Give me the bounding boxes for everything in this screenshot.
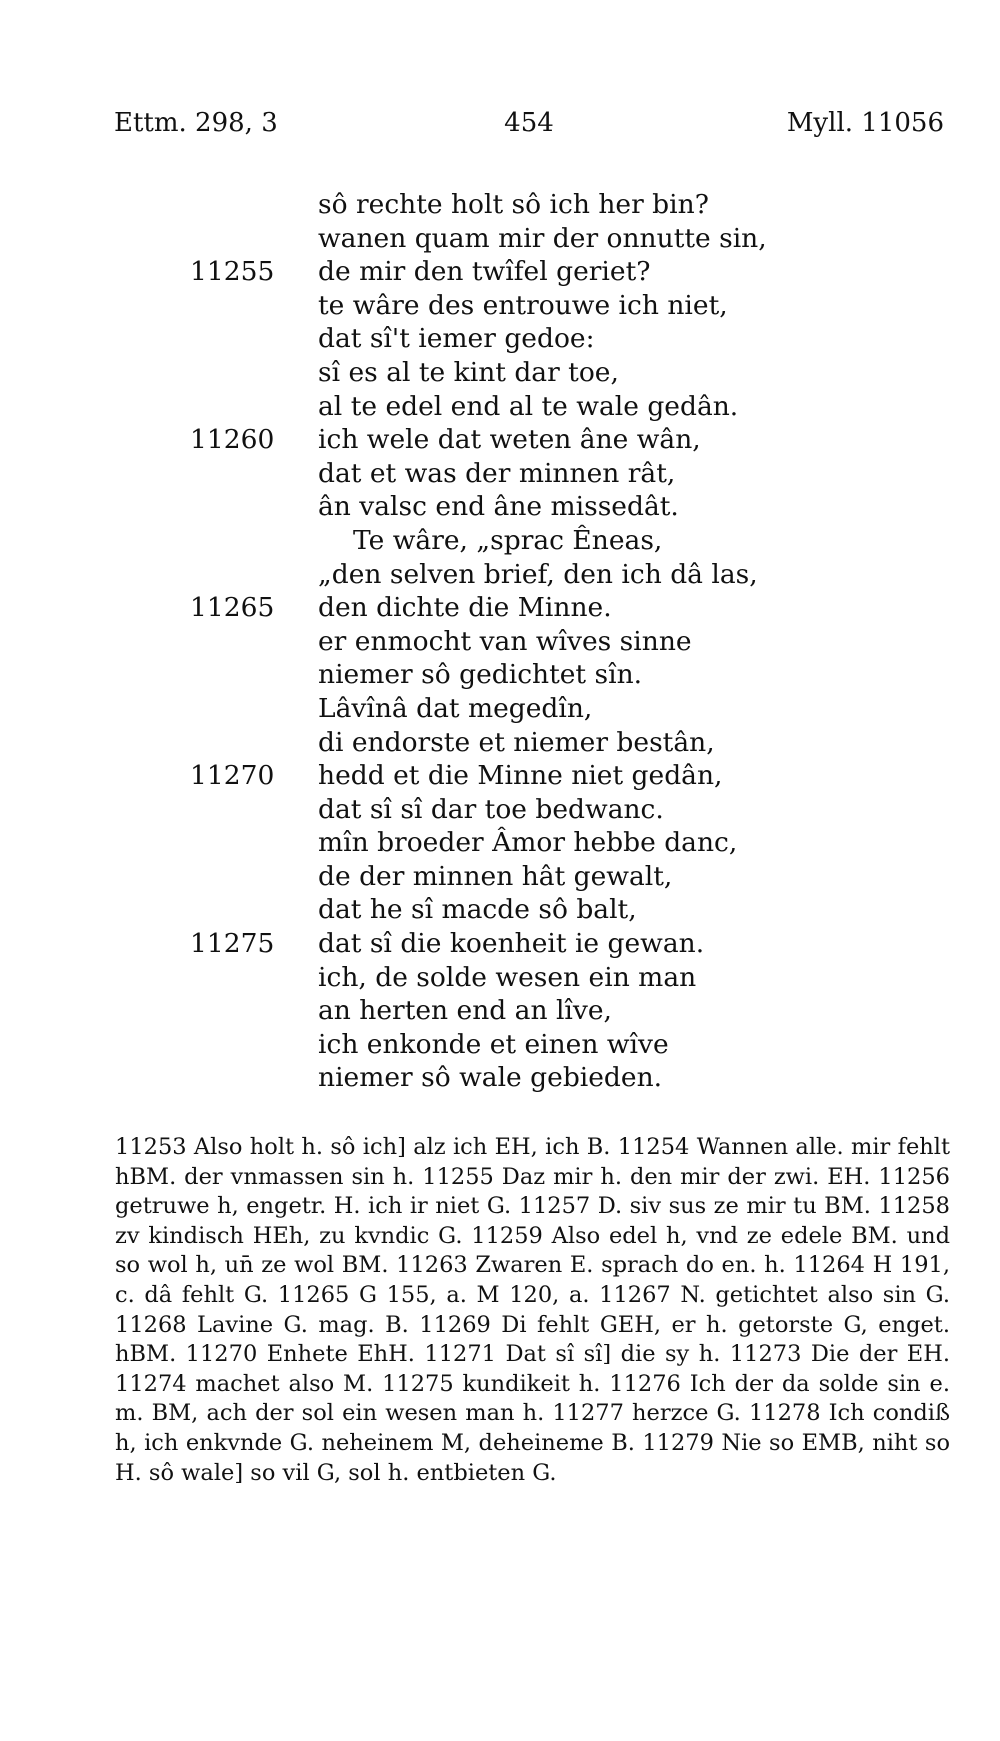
verse-text-line: al te edel end al te wale gedân. bbox=[318, 390, 739, 422]
verse-text-line: sî es al te kint dar toe, bbox=[318, 356, 619, 388]
line-number: 11270 bbox=[190, 760, 275, 792]
verse-text-line: niemer sô gedichtet sîn. bbox=[318, 659, 643, 691]
verse-text-line: an herten end an lîve, bbox=[318, 995, 612, 1027]
verse-line bbox=[190, 322, 890, 356]
verse-text-line: te wâre des entrouwe ich niet, bbox=[318, 289, 728, 321]
line-number: 11265 bbox=[190, 592, 275, 624]
verse-text-line: ich wele dat weten âne wân, bbox=[318, 424, 701, 456]
verse-line bbox=[190, 1061, 890, 1095]
verse-text-line: di endorste et niemer bestân, bbox=[318, 726, 715, 758]
page-number: 454 bbox=[504, 108, 554, 138]
verse-line bbox=[190, 423, 890, 457]
line-number: 11275 bbox=[190, 928, 275, 960]
verse-text-line: „den selven brief, den ich dâ las, bbox=[318, 558, 758, 590]
critical-apparatus bbox=[115, 1133, 950, 1488]
verse-line bbox=[190, 524, 890, 558]
verse-line bbox=[190, 658, 890, 692]
verse-line bbox=[190, 222, 890, 256]
line-number: 11260 bbox=[190, 424, 275, 456]
verse-text-line: dat he sî macde sô balt, bbox=[318, 894, 637, 926]
verse-text-line: sô rechte holt sô ich her bin? bbox=[318, 189, 709, 220]
verse-line bbox=[190, 390, 890, 424]
verse-line bbox=[190, 255, 890, 289]
verse-line bbox=[190, 826, 890, 860]
verse-text-line: dat et was der minnen rât, bbox=[318, 457, 676, 489]
verse-text-line: dat sî't iemer gedoe: bbox=[318, 323, 595, 355]
verse-text-line: Te wâre, „sprac Êneas, bbox=[353, 524, 663, 556]
verse-line bbox=[190, 591, 890, 625]
verse-text-line: Lâvînâ dat megedîn, bbox=[318, 692, 593, 724]
verse-line bbox=[190, 558, 890, 592]
verse-line bbox=[190, 927, 890, 961]
verse-text-line: ich, de solde wesen ein man bbox=[318, 961, 697, 993]
line-number: 11255 bbox=[190, 256, 275, 288]
verse-line bbox=[190, 289, 890, 323]
verse-text-line: den dichte die Minne. bbox=[318, 592, 612, 624]
verse-text-line: dat sî die koenheit ie gewan. bbox=[318, 928, 705, 960]
verse-text-line: ân valsc end âne missedât. bbox=[318, 491, 679, 523]
verse-line bbox=[190, 490, 890, 524]
verse-line bbox=[190, 994, 890, 1028]
verse-line bbox=[190, 860, 890, 894]
verse-line bbox=[190, 961, 890, 995]
verse-text-line: mîn broeder Âmor hebbe danc, bbox=[318, 827, 738, 859]
verse-line bbox=[190, 1028, 890, 1062]
header-right-reference: Myll. 11056 bbox=[786, 108, 944, 138]
verse-line bbox=[190, 893, 890, 927]
verse-text-line: ich enkonde et einen wîve bbox=[318, 1028, 669, 1060]
verse-line bbox=[190, 625, 890, 659]
verse-text-line: hedd et die Minne niet gedân, bbox=[318, 760, 723, 792]
verse-text-line: dat sî sî dar toe bedwanc. bbox=[318, 793, 664, 825]
verse-text-line: wanen quam mir der onnutte sin, bbox=[318, 222, 767, 254]
verse-line bbox=[190, 692, 890, 726]
verse-text bbox=[190, 188, 890, 1095]
header-left-reference: Ettm. 298, 3 bbox=[114, 108, 278, 138]
verse-text-line: de mir den twîfel geriet? bbox=[318, 256, 651, 288]
verse-text-line: de der minnen hât gewalt, bbox=[318, 860, 673, 892]
verse-line bbox=[190, 759, 890, 793]
verse-line bbox=[190, 188, 890, 222]
verse-line bbox=[190, 457, 890, 491]
verse-text-line: niemer sô wale gebieden. bbox=[318, 1062, 663, 1094]
page-header bbox=[114, 108, 944, 144]
verse-text-line: er enmocht van wîves sinne bbox=[318, 625, 692, 657]
verse-line bbox=[190, 356, 890, 390]
verse-line bbox=[190, 793, 890, 827]
apparatus-notes: 11253 Also holt h. sô ich] alz ich EH, ich B. 11254 Wannen alle. mir fehlt hBM. der vnmassen sin h. 11255 Daz mir h. den mir der zwi. EH. 11256 getruwe h, engetr. H. ich ir niet G. 11257 D. siv sus ze mir tu BM. 11258 zv kindisch HEh, zu kvndic G. 11259 Also edel h, vnd ze edele BM. und so wol h, un̄ ze wol BM. 11263 Zwaren E. sprach do en. h. 11264 H 191, c. dâ fehlt G. 11265 G 155, a. M 120, a. 11267 N. getichtet also sin G. 11268 Lavine G. mag. B. 11269 Di fehlt GEH, er h. getorste G, enget. hBM. 11270 Enhete EhH. 11271 Dat sî sî] die sy h. 11273 Die der EH. 11274 machet also M. 11275 kundikeit h. 11276 Ich der da solde sin e. m. BM, ach der sol ein wesen man h. 11277 herzce G. 11278 Ich condiß h, ich enkvnde G. neheinem M, deheineme B. 11279 Nie so EMB, niht so H. sô wale] so vil G, sol h. entbieten G. bbox=[115, 1134, 950, 1486]
verse-line bbox=[190, 726, 890, 760]
